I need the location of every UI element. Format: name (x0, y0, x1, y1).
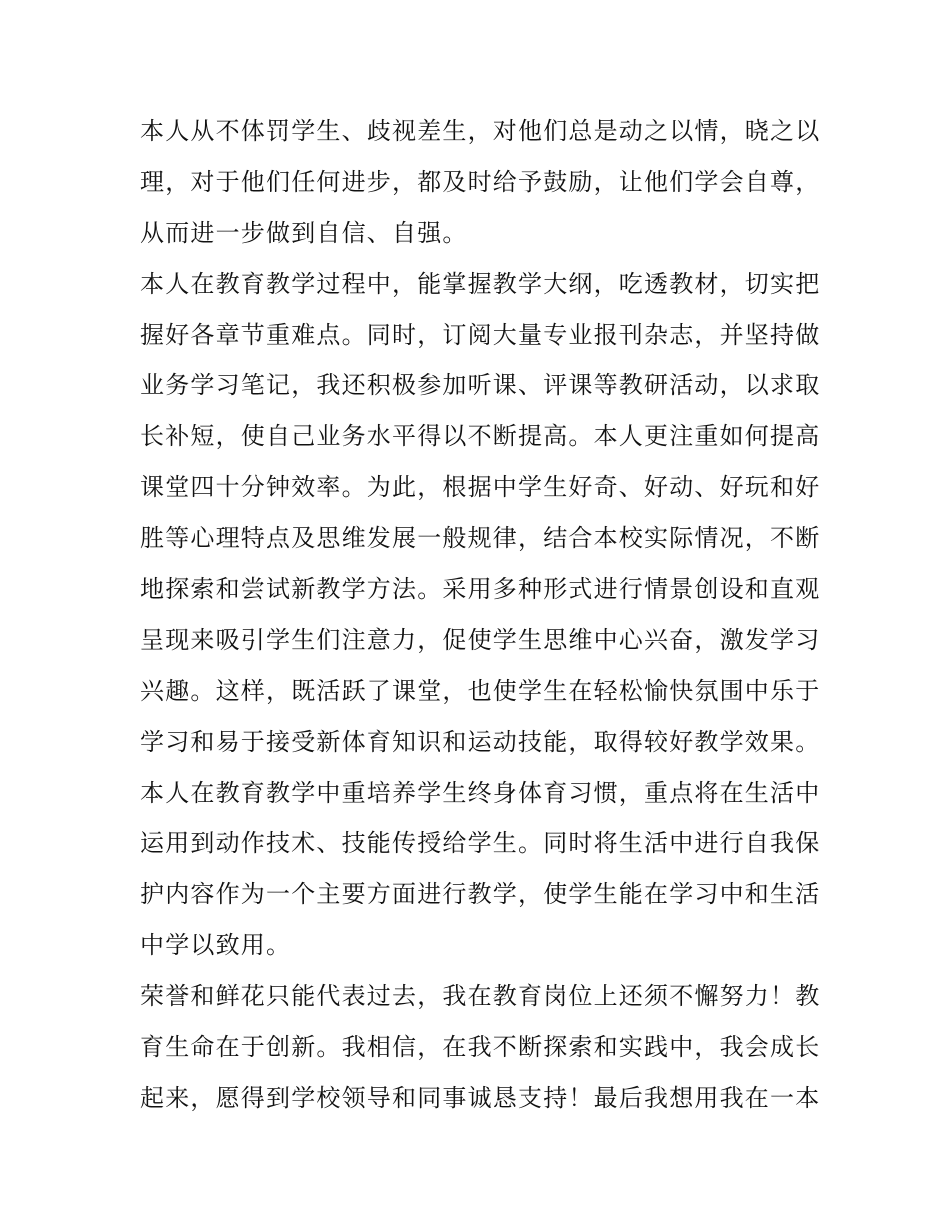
text-line: 荣誉和鲜花只能代表过去，我在教育岗位上还须不懈努力！教 (140, 982, 821, 1011)
text-line: 业务学习笔记，我还积极参加听课、评课等教研活动，以求取 (140, 371, 821, 400)
text-line: 课堂四十分钟效率。为此，根据中学生好奇、好动、好玩和好 (140, 473, 821, 502)
body-text (140, 106, 820, 1124)
text-line: 育生命在于创新。我相信，在我不断探索和实践中，我会成长 (140, 1033, 821, 1062)
text-line: 呈现来吸引学生们注意力，促使学生思维中心兴奋，激发学习 (140, 625, 821, 654)
text-line: 起来，愿得到学校领导和同事诚恳支持！最后我想用我在一本 (140, 1083, 821, 1112)
text-line: 运用到动作技术、技能传授给学生。同时将生活中进行自我保 (140, 829, 821, 858)
text-line: 理，对于他们任何进步，都及时给予鼓励，让他们学会自尊， (140, 167, 821, 196)
text-line: 学习和易于接受新体育知识和运动技能，取得较好教学效果。 (140, 727, 821, 756)
text-line: 护内容作为一个主要方面进行教学，使学生能在学习中和生活 (140, 880, 821, 909)
text-line: 胜等心理特点及思维发展一般规律，结合本校实际情况，不断 (140, 524, 821, 553)
text-line: 长补短，使自己业务水平得以不断提高。本人更注重如何提高 (140, 422, 821, 451)
text-line: 中学以致用。 (140, 931, 292, 960)
text-line: 本人从不体罚学生、歧视差生，对他们总是动之以情，晓之以 (140, 117, 821, 145)
text-line: 地探索和尝试新教学方法。采用多种形式进行情景创设和直观 (140, 575, 821, 604)
text-line: 从而进一步做到自信、自强。 (140, 218, 468, 247)
text-line: 本人在教育教学过程中，能掌握教学大纲，吃透教材，切实把 (140, 269, 821, 298)
text-line: 兴趣。这样，既活跃了课堂，也使学生在轻松愉快氛围中乐于 (140, 676, 821, 705)
text-line: 本人在教育教学中重培养学生终身体育习惯，重点将在生活中 (140, 778, 821, 807)
text-line: 握好各章节重难点。同时，订阅大量专业报刊杂志，并坚持做 (140, 320, 821, 349)
